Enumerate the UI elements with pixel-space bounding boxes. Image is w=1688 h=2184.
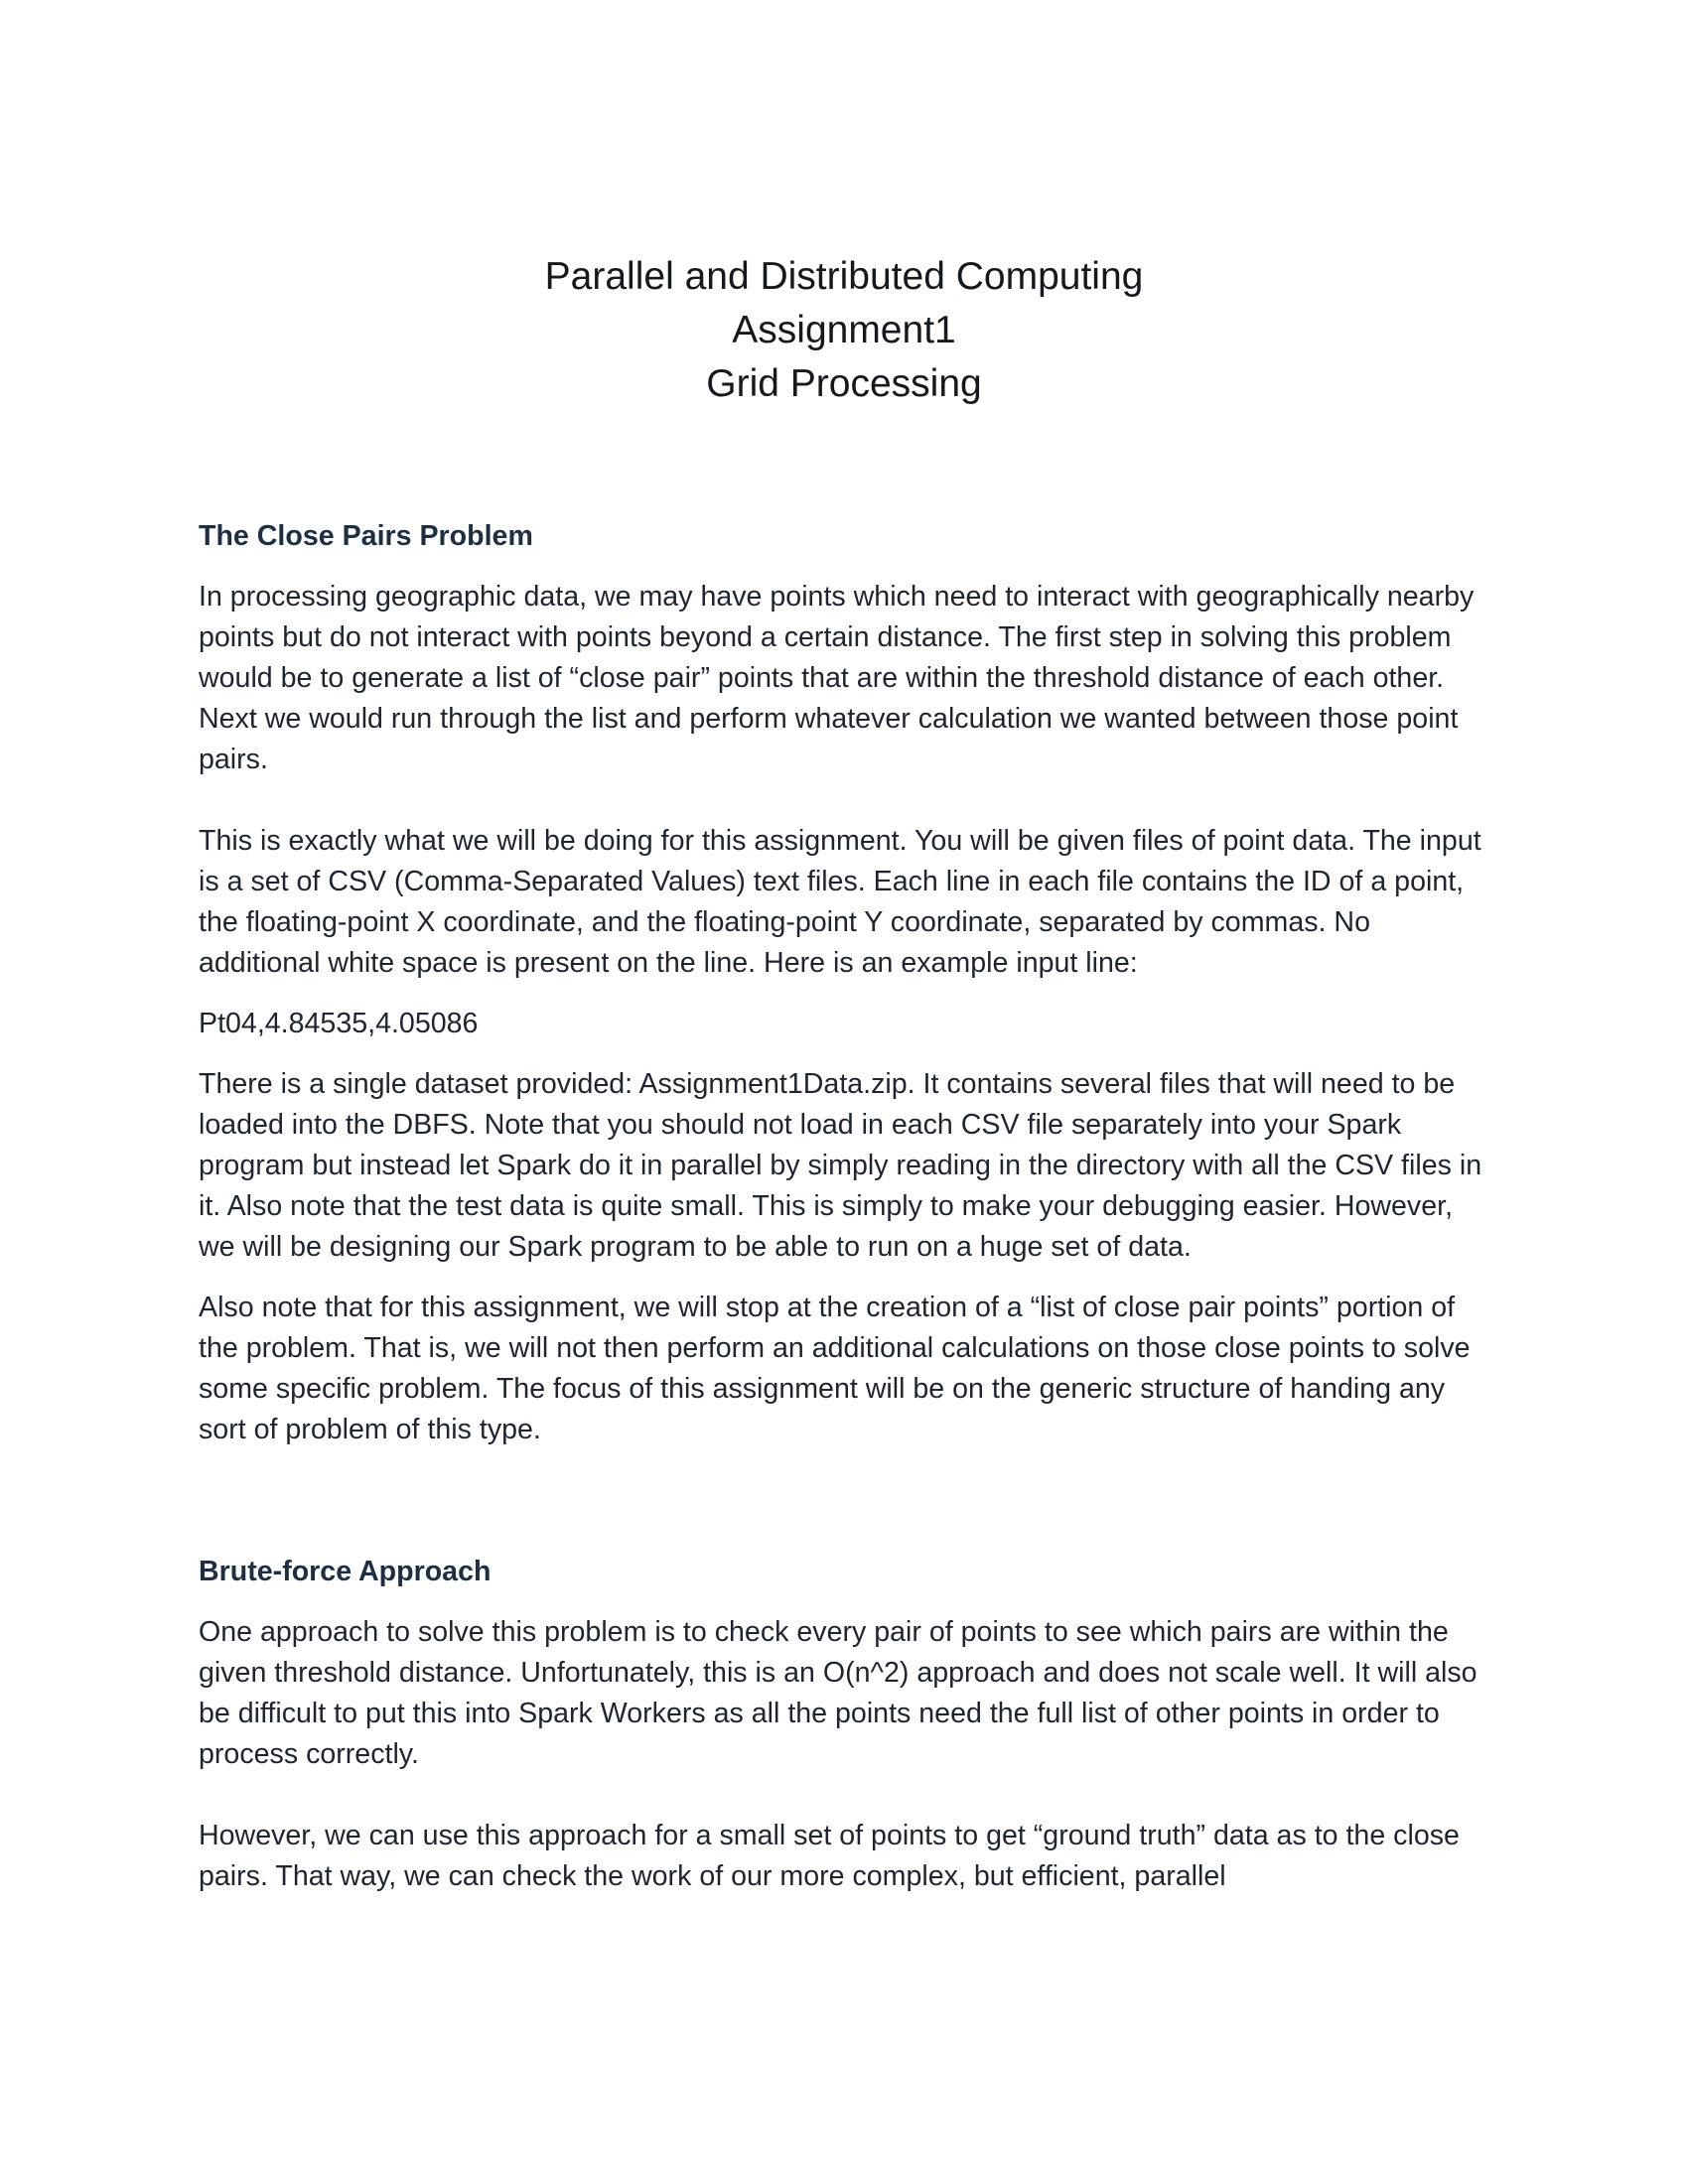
document-title bbox=[0, 250, 1688, 411]
section-spacer bbox=[199, 1470, 1489, 1552]
section-heading-close-pairs: The Close Pairs Problem bbox=[199, 520, 533, 552]
paragraph-ground-truth: However, we can use this approach for a small set of points to get “ground truth” data as to the close pairs. That way, we can check the work of our more complex, but efficient, parallel bbox=[199, 1820, 1460, 1892]
paragraph-brute-force-approach: One approach to solve this problem is to check every pair of points to see which pairs are within the given threshold distance. Unfortunately, this is an O(n^2) approach and does not scale well. It will also be difficult to put this into Spark Workers as all the points need the full list of other points in order to process correctly. bbox=[199, 1616, 1477, 1770]
paragraph-scope: Also note that for this assignment, we will stop at the creation of a “list of close pair points” portion of the problem. That is, we will not then perform an additional calculations on those close points to solve some specific problem. The focus of this assignment will be on the generic structure of handing any sort of problem of this type. bbox=[199, 1292, 1471, 1445]
title-line-topic: Grid Processing bbox=[706, 362, 982, 405]
paragraph-close-pairs-intro: In processing geographic data, we may have points which need to interact with geographically nearby points but do not interact with points beyond a certain distance. The first step in solving this problem would be to generate a list of “close pair” points that are within the threshold distance of each other. Next we would run through the list and perform whatever calculation we wanted between those point pairs. bbox=[199, 581, 1475, 775]
paragraph-dataset: There is a single dataset provided: Assignment1Data.zip. It contains several files that will need to be loaded into the DBFS. Note that you should not load in each CSV file separately into your Spark program but instead let Spark do it in parallel by simply reading in the directory with all the CSV files in it. Also note that the test data is quite small. This is simply to make your debugging easier. However, we will be designing our Spark program to be able to run on a huge set of data. bbox=[199, 1068, 1482, 1263]
title-line-course: Parallel and Distributed Computing bbox=[544, 255, 1144, 298]
title-line-assignment: Assignment1 bbox=[732, 309, 956, 351]
paragraph-input-description: This is exactly what we will be doing for this assignment. You will be given files of point data. The input is a set of CSV (Comma-Separated Values) text files. Each line in each file contains the ID of a point, the floating-point X coordinate, and the floating-point Y coordinate, separated by commas. No additional white space is present on the line. Here is an example input line: bbox=[199, 825, 1481, 979]
document-body bbox=[199, 516, 1489, 1917]
example-input-line: Pt04,4.84535,4.05086 bbox=[199, 1008, 479, 1039]
section-heading-brute-force: Brute-force Approach bbox=[199, 1556, 492, 1587]
